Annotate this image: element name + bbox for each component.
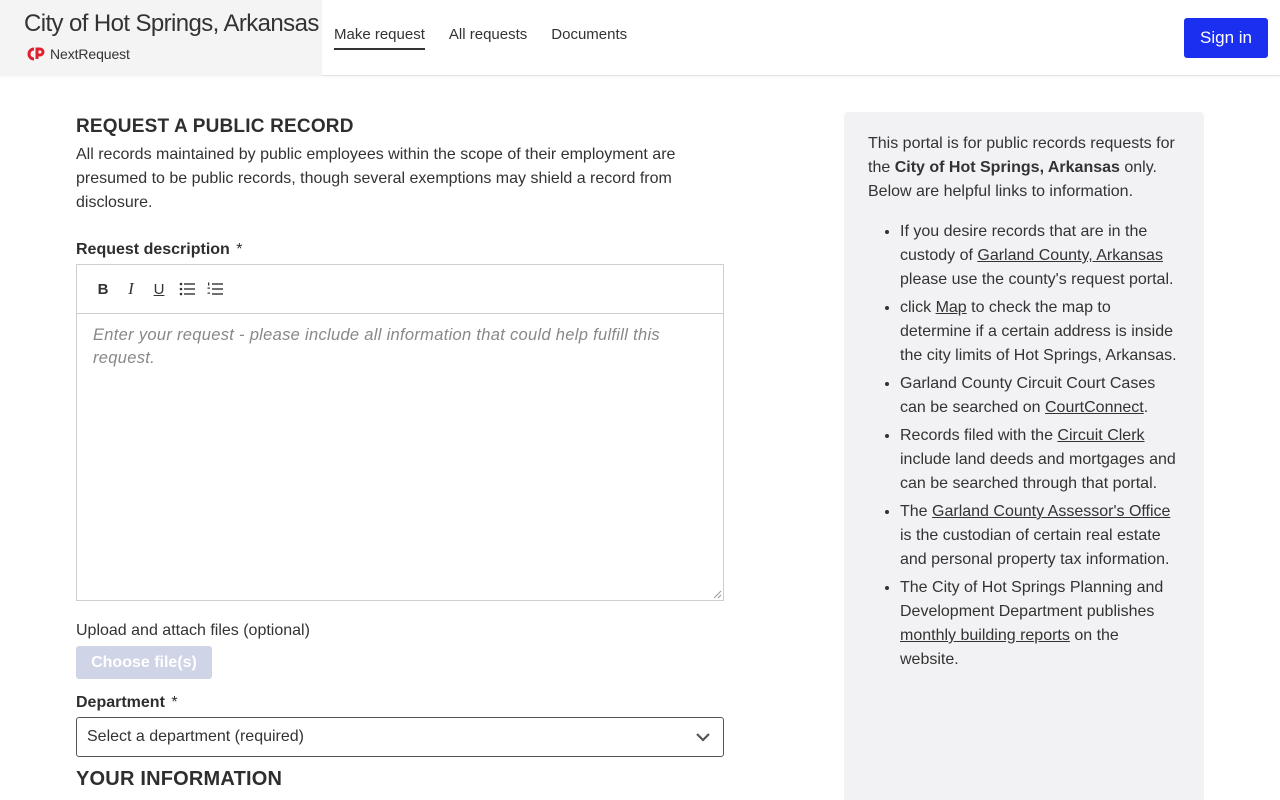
form-intro: All records maintained by public employees within the scope of their employment are presumed to be public records, though several exemptions may shield a record from disclosure. [76, 146, 676, 211]
numbered-list-button[interactable] [201, 277, 229, 301]
list-item [900, 424, 1180, 496]
logo-text: NextRequest [50, 46, 130, 62]
site-title[interactable]: City of Hot Springs, Arkansas [24, 10, 319, 37]
list-item-text: to check the map to determine if a certain address is inside the city limits of Hot Springs, Arkansas. [900, 299, 1177, 364]
choose-files-button[interactable]: Choose file(s) [76, 646, 212, 679]
info-intro [868, 132, 1180, 204]
editor-body[interactable] [77, 314, 723, 380]
list-item [900, 220, 1180, 292]
building-reports-link[interactable]: monthly building reports [900, 627, 1070, 644]
sign-in-button[interactable]: Sign in [1184, 18, 1268, 58]
numbered-list-icon [207, 282, 223, 296]
department-label-text: Department [76, 694, 165, 711]
upload-label: Upload and attach files (optional) [76, 622, 310, 639]
your-information-heading: YOUR INFORMATION [76, 768, 283, 790]
map-link[interactable]: Map [935, 299, 967, 316]
request-description-editor[interactable] [76, 264, 724, 601]
top-header [0, 0, 1280, 76]
info-intro-bold: City of Hot Springs, Arkansas [894, 159, 1120, 176]
brand-area[interactable] [0, 0, 322, 76]
list-item-text: Records filed with the [900, 427, 1058, 444]
list-item-text: Garland County Circuit Court Cases can be searched on [900, 375, 1156, 416]
assessor-office-link[interactable]: Garland County Assessor's Office [932, 503, 1171, 520]
main-nav [334, 26, 651, 50]
bullet-list-button[interactable] [173, 277, 201, 301]
nextrequest-logo-icon [25, 47, 46, 61]
required-mark: * [171, 694, 178, 711]
courtconnect-link[interactable]: CourtConnect [1045, 399, 1144, 416]
nav-make-request[interactable]: Make request [334, 26, 425, 50]
list-item-text: include land deeds and mortgages and can be searched through that portal. [900, 451, 1176, 492]
nav-documents[interactable]: Documents [551, 26, 628, 43]
list-item-text: If you desire records that are in the custody of [900, 223, 1148, 264]
nextrequest-logo [25, 46, 130, 62]
list-item [900, 296, 1180, 368]
list-item-text: The City of Hot Springs Planning and Development Department publishes [900, 579, 1164, 620]
info-panel [844, 112, 1204, 800]
editor-toolbar [77, 265, 723, 314]
request-description-label-text: Request description [76, 241, 230, 258]
bullet-list-icon [179, 282, 195, 296]
form-title: REQUEST A PUBLIC RECORD [76, 116, 354, 137]
list-item-text: The [900, 503, 933, 520]
underline-button[interactable]: U [153, 280, 165, 298]
nav-all-requests[interactable]: All requests [448, 26, 528, 43]
list-item-text: is the custodian of certain real estate and personal property tax information. [900, 527, 1170, 568]
list-item-text: please use the county's request portal. [900, 271, 1174, 288]
info-intro-text-end: only. Below are helpful links to information. [868, 159, 1157, 200]
info-link-list [868, 220, 1180, 672]
department-label [76, 694, 178, 712]
request-description-label [76, 241, 243, 259]
resize-handle-icon[interactable] [713, 590, 722, 599]
list-item [900, 372, 1180, 420]
description-placeholder: Enter your request - please include all information that could help fulfill this request. [93, 326, 660, 367]
circuit-clerk-link[interactable]: Circuit Clerk [1057, 427, 1145, 444]
italic-button[interactable]: I [128, 279, 134, 298]
department-select-value: Select a department (required) [87, 728, 304, 745]
required-mark: * [236, 241, 243, 258]
list-item-text: . [1143, 399, 1149, 416]
chevron-down-icon [695, 731, 711, 743]
info-intro-text: This portal is for public records requests for the [868, 135, 1175, 176]
garland-county-link[interactable]: Garland County, Arkansas [977, 247, 1163, 264]
department-select[interactable] [76, 717, 724, 757]
bold-button[interactable]: B [97, 280, 109, 298]
list-item-text: on the website. [900, 627, 1119, 668]
list-item-text: click [900, 299, 936, 316]
list-item [900, 500, 1180, 572]
list-item [900, 576, 1180, 672]
